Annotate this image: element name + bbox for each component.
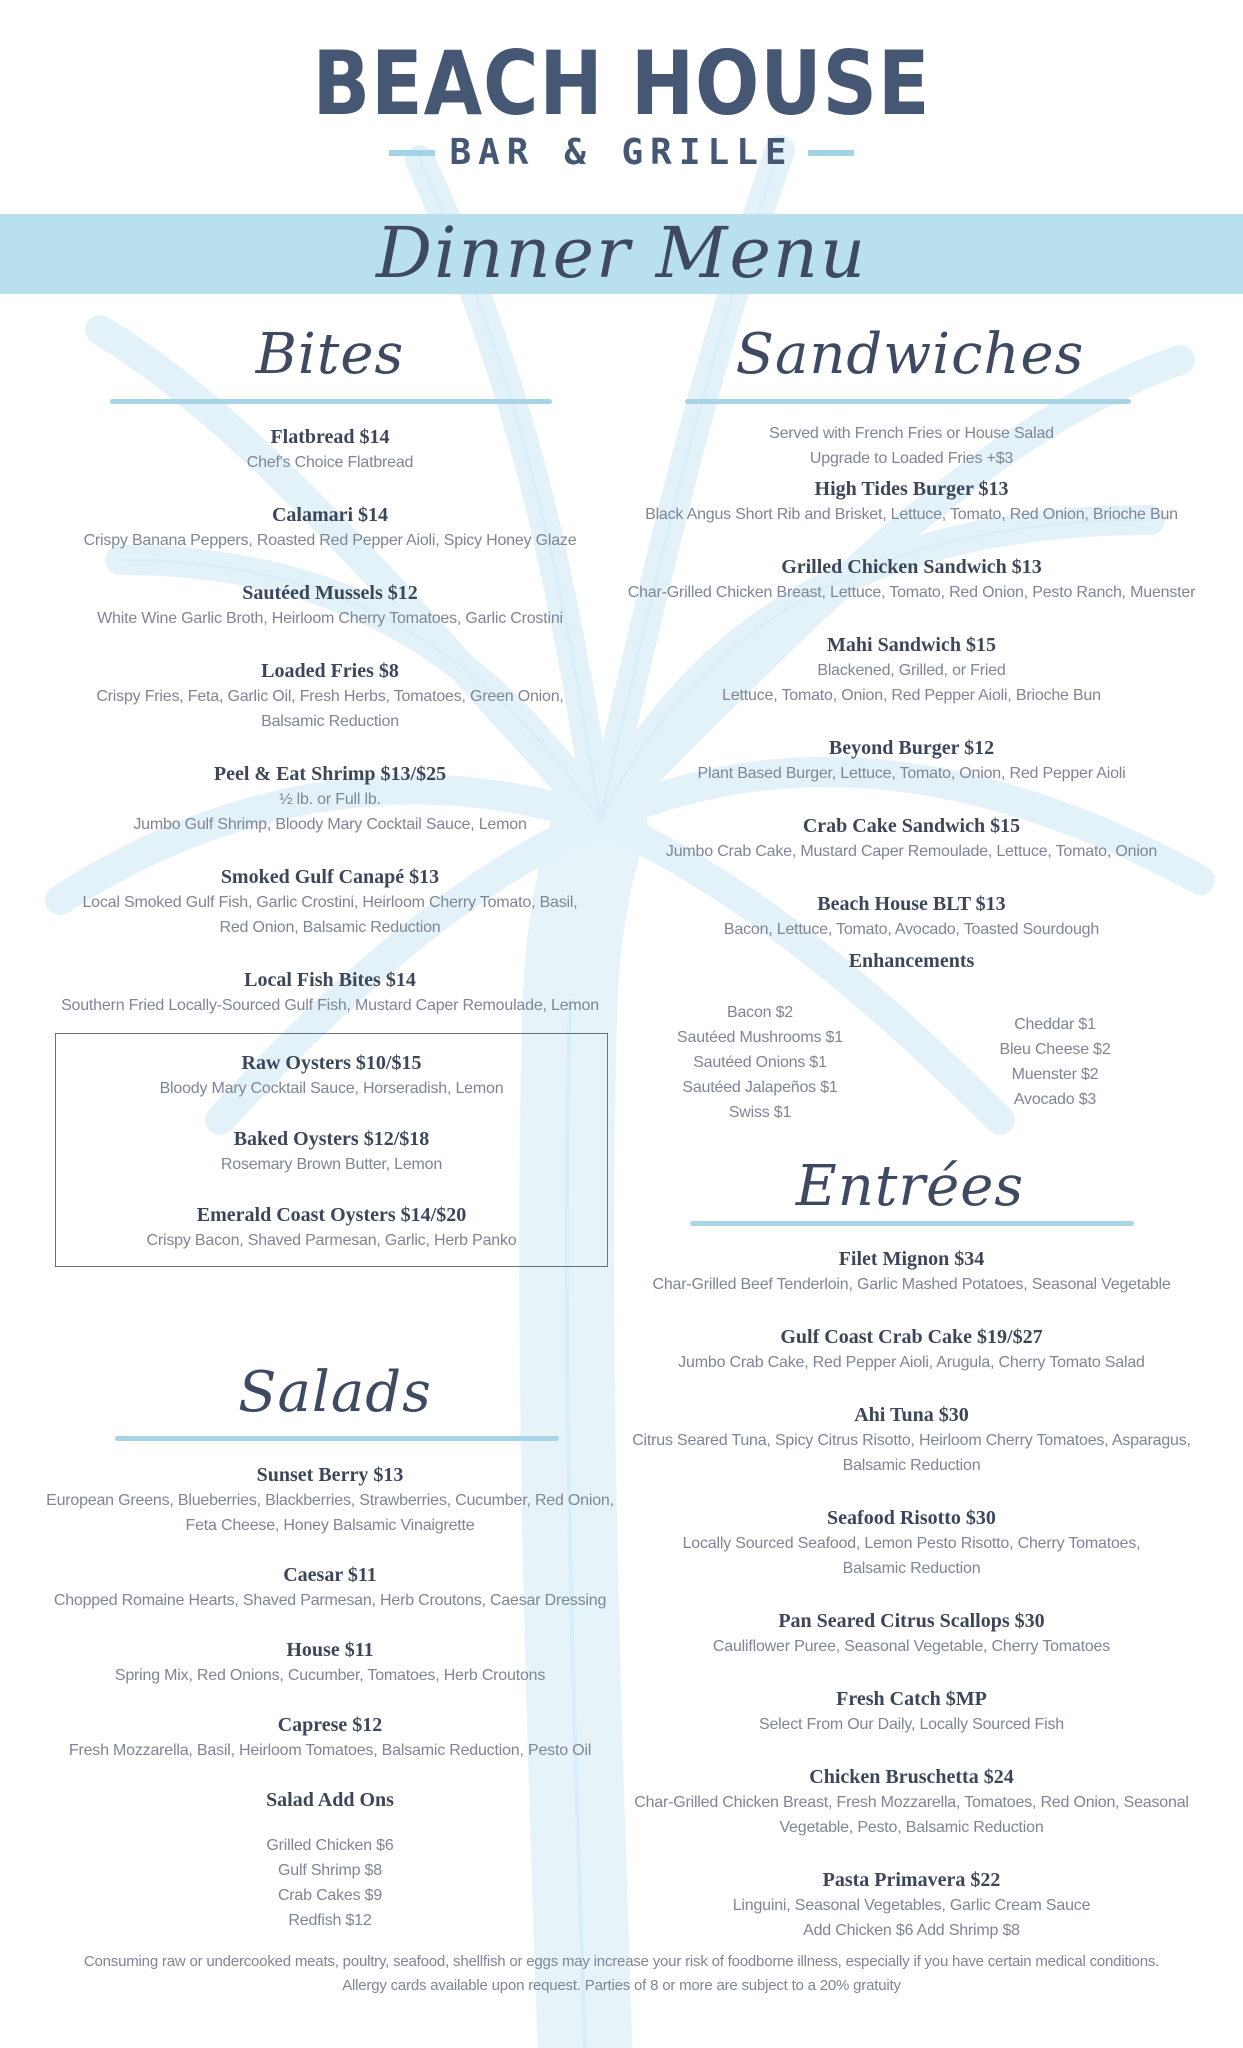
entrees-rule xyxy=(690,1221,1134,1226)
sandwiches-note-line: Served with French Fries or House Salad xyxy=(769,425,1054,442)
logo xyxy=(0,32,1243,173)
menu-item xyxy=(620,1608,1203,1659)
item-name: Smoked Gulf Canapé $13 xyxy=(220,866,440,888)
item-description: Crispy Banana Peppers, Roasted Red Pepper Aioli, Spicy Honey Glaze xyxy=(83,532,577,549)
entrees-list xyxy=(620,1246,1203,1970)
item-description: Bloody Mary Cocktail Sauce, Horseradish, Lemon xyxy=(159,1080,504,1097)
item-name: Grilled Chicken Sandwich $13 xyxy=(781,556,1042,578)
menu-item xyxy=(620,813,1203,864)
salads-list xyxy=(40,1462,620,1933)
salad-addon-item: Gulf Shrimp $8 xyxy=(278,1862,382,1879)
item-name: Fresh Catch $MP xyxy=(836,1688,987,1710)
enhancements-title: Enhancements xyxy=(848,950,975,972)
oysters-list xyxy=(55,1050,608,1278)
item-description: Crispy Fries, Feta, Garlic Oil, Fresh Herbs, Tomatoes, Green Onion, xyxy=(96,688,564,705)
sandwiches-note xyxy=(620,421,1203,471)
enhancement-item: Swiss $1 xyxy=(728,1104,792,1121)
item-description: Blackened, Grilled, or Fried xyxy=(817,662,1006,679)
menu-item xyxy=(620,632,1203,708)
item-name: High Tides Burger $13 xyxy=(814,478,1009,500)
salads-heading: Salads xyxy=(238,1360,432,1425)
item-description: Jumbo Gulf Shrimp, Bloody Mary Cocktail Sauce, Lemon xyxy=(133,816,527,833)
item-description: Feta Cheese, Honey Balsamic Vinaigrette xyxy=(185,1517,475,1534)
salad-addon-item: Crab Cakes $9 xyxy=(277,1887,383,1904)
enhancement-item: Avocado $3 xyxy=(1013,1091,1097,1108)
item-description: Char-Grilled Beef Tenderloin, Garlic Mashed Potatoes, Seasonal Vegetable xyxy=(652,1276,1171,1293)
item-description: Select From Our Daily, Locally Sourced Fish xyxy=(759,1716,1064,1733)
item-description: Spring Mix, Red Onions, Cucumber, Tomatoes, Herb Croutons xyxy=(114,1667,546,1684)
menu-item xyxy=(40,502,620,553)
menu-item xyxy=(620,1867,1203,1943)
menu-item xyxy=(620,1246,1203,1297)
menu-item xyxy=(40,761,620,837)
item-name: Caesar $11 xyxy=(283,1564,377,1586)
enhancement-item: Sautéed Onions $1 xyxy=(693,1054,827,1071)
logo-subbrand: BAR & GRILLE xyxy=(449,132,794,173)
menu-item xyxy=(620,476,1203,527)
menu-item xyxy=(40,1462,620,1538)
menu-item xyxy=(55,1126,608,1177)
item-description: Rosemary Brown Butter, Lemon xyxy=(220,1156,443,1173)
item-name: Beach House BLT $13 xyxy=(817,893,1006,915)
menu-item xyxy=(40,1637,620,1688)
menu-item xyxy=(40,967,620,1018)
salad-addon-item: Redfish $12 xyxy=(288,1912,372,1929)
menu-item xyxy=(40,1562,620,1613)
item-description: Local Smoked Gulf Fish, Garlic Crostini, Heirloom Cherry Tomato, Basil, xyxy=(82,894,578,911)
item-name: Ahi Tuna $30 xyxy=(854,1404,969,1426)
menu-item xyxy=(620,1402,1203,1478)
bites-list xyxy=(40,424,620,1045)
item-description: Fresh Mozzarella, Basil, Heirloom Tomatoes, Balsamic Reduction, Pesto Oil xyxy=(68,1742,592,1759)
item-name: Pan Seared Citrus Scallops $30 xyxy=(778,1610,1045,1632)
item-name: Calamari $14 xyxy=(271,504,389,526)
footer-line-2: Allergy cards available upon request. Parties of 8 or more are subject to a 20% gratuity xyxy=(342,1977,901,1994)
item-name: Emerald Coast Oysters $14/$20 xyxy=(196,1204,467,1226)
sandwiches-rule xyxy=(685,399,1131,404)
enhancement-item: Muenster $2 xyxy=(1011,1066,1099,1083)
item-description: Add Chicken $6 Add Shrimp $8 xyxy=(803,1922,1020,1939)
item-name: Raw Oysters $10/$15 xyxy=(241,1052,422,1074)
item-description: Locally Sourced Seafood, Lemon Pesto Risotto, Cherry Tomatoes, xyxy=(682,1535,1141,1552)
item-name: Sunset Berry $13 xyxy=(256,1464,404,1486)
item-description: Chopped Romaine Hearts, Shaved Parmesan, Herb Croutons, Caesar Dressing xyxy=(53,1592,607,1609)
item-name: Gulf Coast Crab Cake $19/$27 xyxy=(780,1326,1043,1348)
item-description: Lettuce, Tomato, Onion, Red Pepper Aioli, Brioche Bun xyxy=(722,687,1101,704)
item-name: Local Fish Bites $14 xyxy=(244,969,416,991)
item-description: Black Angus Short Rib and Brisket, Lettuce, Tomato, Red Onion, Brioche Bun xyxy=(645,506,1178,523)
enhancement-item: Cheddar $1 xyxy=(1014,1016,1096,1033)
item-description: Char-Grilled Chicken Breast, Lettuce, Tomato, Red Onion, Pesto Ranch, Muenster xyxy=(627,584,1196,601)
menu-item xyxy=(620,735,1203,786)
menu-item xyxy=(55,1202,608,1253)
item-description: Crispy Bacon, Shaved Parmesan, Garlic, Herb Panko xyxy=(146,1232,517,1249)
menu-item xyxy=(620,554,1203,605)
item-name: House $11 xyxy=(286,1639,374,1661)
item-description: Vegetable, Pesto, Balsamic Reduction xyxy=(779,1819,1044,1836)
item-description: Citrus Seared Tuna, Spicy Citrus Risotto, Heirloom Cherry Tomatoes, Asparagus, xyxy=(632,1432,1191,1449)
item-description: Balsamic Reduction xyxy=(261,713,399,730)
item-description: Chef's Choice Flatbread xyxy=(246,454,414,471)
item-name: Caprese $12 xyxy=(277,1714,383,1736)
item-name: Baked Oysters $12/$18 xyxy=(233,1128,430,1150)
item-name: Beyond Burger $12 xyxy=(828,737,995,759)
enhancement-item: Bacon $2 xyxy=(726,1004,793,1021)
item-description: Linguini, Seasonal Vegetables, Garlic Cream Sauce xyxy=(732,1897,1091,1914)
item-name: Chicken Bruschetta $24 xyxy=(809,1766,1014,1788)
item-name: Filet Mignon $34 xyxy=(838,1248,985,1270)
menu-item xyxy=(620,891,1203,942)
item-description: Balsamic Reduction xyxy=(842,1457,981,1474)
item-name: Seafood Risotto $30 xyxy=(827,1507,996,1529)
item-description: ½ lb. or Full lb. xyxy=(279,791,381,808)
item-name: Flatbread $14 xyxy=(270,426,390,448)
menu-item xyxy=(40,658,620,734)
footer-line-1: Consuming raw or undercooked meats, poultry, seafood, shellfish or eggs may increase your risk of foodborne illness, especially if you have certain medical conditions. xyxy=(83,1953,1160,1970)
menu-item xyxy=(55,1050,608,1101)
enhancement-item: Sautéed Mushrooms $1 xyxy=(677,1029,843,1046)
logo-line-left xyxy=(389,150,435,156)
item-name: Pasta Primavera $22 xyxy=(822,1869,1001,1891)
enhancement-item: Sautéed Jalapeños $1 xyxy=(682,1079,838,1096)
enhancement-item: Bleu Cheese $2 xyxy=(999,1041,1111,1058)
item-description: Plant Based Burger, Lettuce, Tomato, Onion, Red Pepper Aioli xyxy=(697,765,1126,782)
item-description: European Greens, Blueberries, Blackberries, Strawberries, Cucumber, Red Onion, xyxy=(46,1492,614,1509)
menu-item xyxy=(620,1505,1203,1581)
item-description: Jumbo Crab Cake, Red Pepper Aioli, Arugula, Cherry Tomato Salad xyxy=(678,1354,1145,1371)
salad-addon-item: Grilled Chicken $6 xyxy=(266,1837,394,1854)
menu-item xyxy=(620,1764,1203,1840)
menu-item xyxy=(40,1712,620,1763)
item-name: Peel & Eat Shrimp $13/$25 xyxy=(213,763,447,785)
item-description: Red Onion, Balsamic Reduction xyxy=(219,919,441,936)
item-name: Mahi Sandwich $15 xyxy=(827,634,996,656)
salad-addons-title: Salad Add Ons xyxy=(266,1789,394,1811)
item-description: Jumbo Crab Cake, Mustard Caper Remoulade, Lettuce, Tomato, Onion xyxy=(665,843,1158,860)
sandwiches-note-line: Upgrade to Loaded Fries +$3 xyxy=(809,450,1014,467)
salads-rule xyxy=(115,1436,559,1441)
footer-disclaimer xyxy=(0,1950,1243,1998)
item-name: Sautéed Mussels $12 xyxy=(242,582,418,604)
item-description: Bacon, Lettuce, Tomato, Avocado, Toasted Sourdough xyxy=(723,921,1100,938)
item-name: Loaded Fries $8 xyxy=(261,660,399,682)
menu-item xyxy=(40,424,620,475)
enhancements-right-list xyxy=(945,1012,1165,1112)
menu-item xyxy=(620,1686,1203,1737)
menu-item xyxy=(40,580,620,631)
item-name: Crab Cake Sandwich $15 xyxy=(802,815,1021,837)
bites-rule xyxy=(110,399,552,404)
menu-item xyxy=(40,864,620,940)
item-description: Cauliflower Puree, Seasonal Vegetable, Cherry Tomatoes xyxy=(712,1638,1111,1655)
item-description: Char-Grilled Chicken Breast, Fresh Mozzarella, Tomatoes, Red Onion, Seasonal xyxy=(634,1794,1189,1811)
logo-line-right xyxy=(808,150,854,156)
menu-title: Dinner Menu xyxy=(375,212,868,294)
sandwiches-heading: Sandwiches xyxy=(735,322,1085,387)
item-description: Southern Fried Locally-Sourced Gulf Fish, Mustard Caper Remoulade, Lemon xyxy=(61,997,599,1014)
bites-heading: Bites xyxy=(255,322,405,387)
sandwiches-list xyxy=(620,421,1203,974)
entrees-heading: Entrées xyxy=(795,1154,1025,1219)
logo-brand: BEACH HOUSE xyxy=(312,32,931,135)
item-description: Balsamic Reduction xyxy=(842,1560,981,1577)
item-description: White Wine Garlic Broth, Heirloom Cherry Tomatoes, Garlic Crostini xyxy=(97,610,563,627)
enhancements-left-list xyxy=(650,1000,870,1125)
menu-item xyxy=(620,1324,1203,1375)
